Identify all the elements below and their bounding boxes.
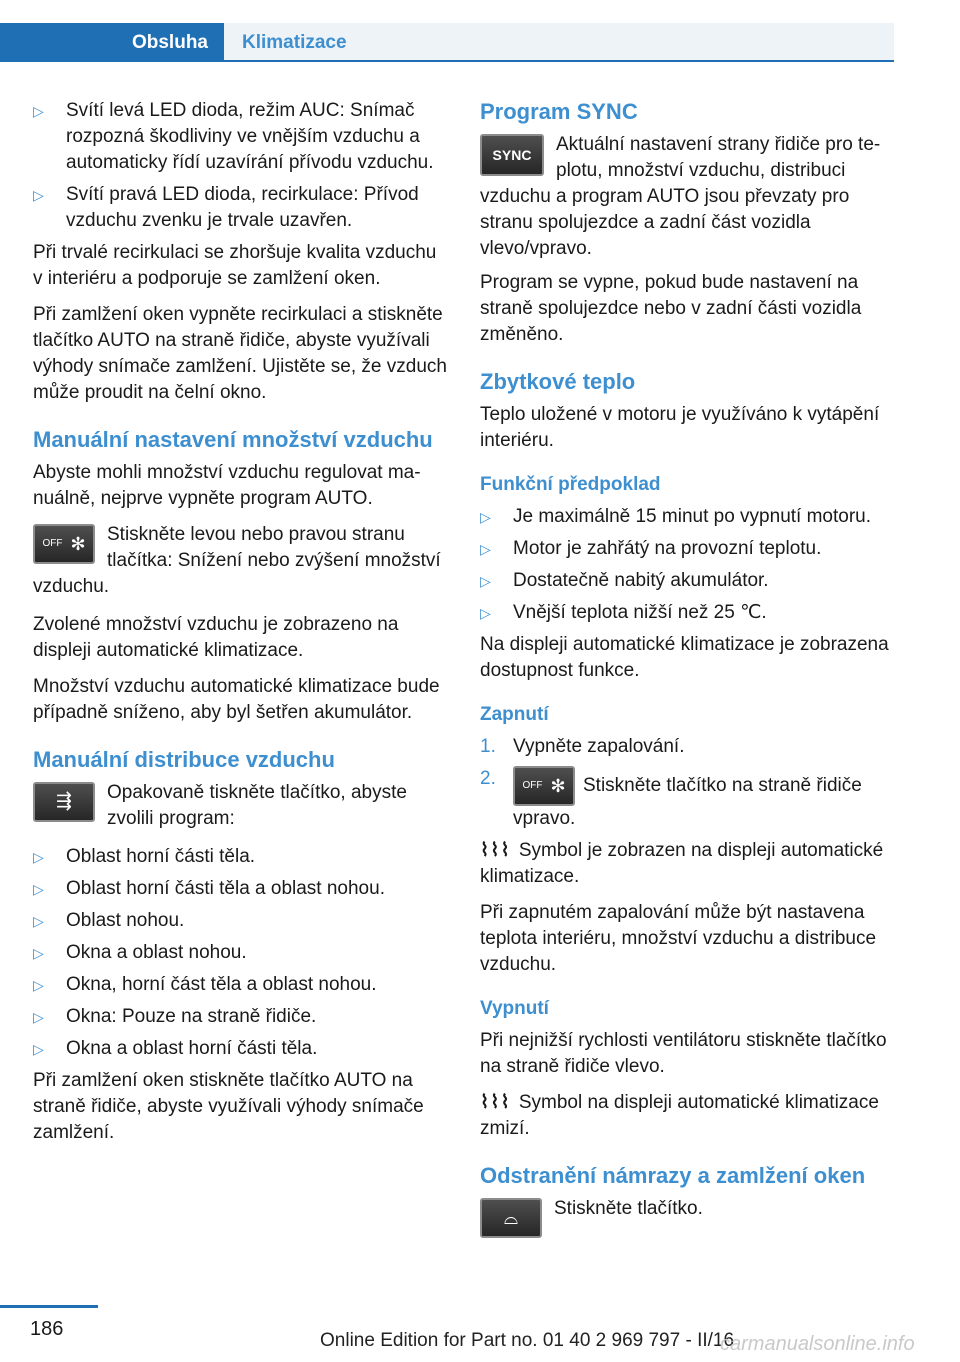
subsection-heading: Zapnutí: [480, 704, 549, 725]
triangle-right-icon: ▷: [33, 977, 44, 993]
triangle-right-icon: ▷: [480, 573, 491, 589]
triangle-right-icon: ▷: [33, 945, 44, 961]
triangle-right-icon: ▷: [33, 849, 44, 865]
list-item: ▷ Okna a oblast horní části těla.: [33, 1036, 448, 1062]
section-heading: Odstranění námrazy a zamlžení oken: [480, 1163, 866, 1188]
list-item: ▷ Svítí pravá LED dioda, recirkulace: Přívod vzduchu zvenku je trvale uzavřen.: [33, 184, 419, 231]
switch-on-steps: [480, 734, 895, 832]
paragraph: Množství vzduchu automatické klimatizace bude případně sníženo, aby byl šetřen akumulátor.: [33, 676, 440, 723]
section-tab-klimatizace[interactable]: Klimatizace: [224, 23, 894, 62]
edition-note: Online Edition for Part no. 01 40 2 969 797 - II/16: [320, 1330, 735, 1351]
paragraph: Při zamlžení oken stiskněte tlačítko AUTO na straně řidiče, abyste využívali výhody snímače zamlžení.: [33, 1070, 424, 1143]
paragraph: Při nejnižší rychlosti ventilátoru stiskněte tlačítko na straně řidiče vlevo.: [480, 1030, 887, 1077]
section-heading: Program SYNC: [480, 99, 638, 124]
heat-waves-icon: ⌇⌇⌇: [480, 1092, 511, 1113]
paragraph: Při zapnutém zapalování může být nastavena teplota interiéru, množství vzduchu a distribuce vzduchu.: [480, 902, 877, 975]
left-column: [33, 98, 448, 1156]
list-item: ▷ Okna, horní část těla a oblast nohou.: [33, 972, 448, 998]
triangle-right-icon: ▷: [33, 1041, 44, 1057]
triangle-right-icon: ▷: [33, 913, 44, 929]
section-tab-obsluha[interactable]: Obsluha: [0, 23, 224, 62]
triangle-right-icon: ▷: [33, 103, 44, 119]
paragraph: Zvolené množství vzduchu je zobrazeno na displeji automatické klimatizace.: [33, 614, 399, 661]
paragraph: Při zamlžení oken vypněte recirkulaci a stiskněte tlačítko AUTO na straně řidiče, abyste využívali výhody snímače zamlžení. Ujistěte se, že vzduch může proudit na čelní okno.: [33, 304, 447, 403]
paragraph: Na displeji automatické klimatizace je zobrazena dostupnost funkce.: [480, 634, 889, 681]
list-item: ▷ Oblast nohou.: [33, 908, 448, 934]
triangle-right-icon: ▷: [480, 509, 491, 525]
defrost-button-image: [480, 1198, 542, 1238]
step-item: 1. Vypněte zapalování.: [480, 736, 685, 757]
list-item: ▷ Dostatečně nabitý akumulátor.: [480, 568, 895, 594]
windshield-defrost-icon: ⌓: [503, 1208, 519, 1228]
list-item: ▷ Vnější teplota nižší než 25 ℃.: [480, 600, 895, 626]
section-heading: Manuální distribuce vzduchu: [33, 747, 335, 772]
section-heading: Zbytkové teplo: [480, 369, 636, 394]
subsection-heading: Vypnutí: [480, 998, 549, 1019]
paragraph: ⌇⌇⌇ Symbol je zobrazen na displeji automatické klimatizace.: [480, 840, 884, 887]
fan-speed-button-image: OFF ✻: [33, 524, 95, 564]
triangle-right-icon: ▷: [33, 881, 44, 897]
fan-button-image: OFF ✻: [513, 766, 575, 806]
distribution-program-list: [33, 844, 448, 1062]
fan-button-block: OFF ✻ Stiskněte levou nebo pravou stranu tlačítka: Snížení nebo zvýšení množství vzduchu.: [33, 524, 441, 597]
section-heading: Manuální nastavení množství vzduchu: [33, 427, 433, 452]
list-item: ▷ Motor je zahřátý na provozní teplotu.: [480, 536, 895, 562]
distribution-button-block: ⇶ Opakovaně tiskněte tlačítko, abyste zvolili program:: [33, 780, 448, 834]
list-item: ▷ Okna: Pouze na straně řidiče.: [33, 1004, 448, 1030]
paragraph: Při trvalé recirkulaci se zhoršuje kvalita vzduchu v interiéru a podporuje se zamlžení oken.: [33, 242, 437, 289]
paragraph: Program se vypne, pokud bude nastavení na straně spolujezdce nebo v zadní části vozidla změněno.: [480, 272, 862, 345]
triangle-right-icon: ▷: [33, 187, 44, 203]
page-header: [0, 0, 960, 64]
paragraph: ⌇⌇⌇ Symbol na displeji automatické klimatizace zmizí.: [480, 1092, 879, 1139]
fan-icon: ✻: [70, 534, 86, 554]
triangle-right-icon: ▷: [480, 605, 491, 621]
paragraph: Teplo uložené v motoru je využíváno k vytápění interiéru.: [480, 404, 880, 451]
list-item: ▷ Je maximálně 15 minut po vypnutí motoru.: [480, 504, 895, 530]
triangle-right-icon: ▷: [480, 541, 491, 557]
air-distribution-icon: ⇶: [56, 791, 72, 812]
heat-waves-icon: ⌇⌇⌇: [480, 840, 511, 861]
right-column: [480, 98, 895, 1260]
defrost-button-block: ⌓ Stiskněte tlačítko.: [480, 1196, 895, 1250]
footer-divider: [0, 1305, 98, 1308]
subsection-heading: Funkční předpoklad: [480, 474, 661, 495]
paragraph: Abyste mohli množství vzduchu regulovat manuálně, nejprve vypněte program AUTO.: [33, 462, 421, 509]
list-item: ▷ Svítí levá LED dioda, režim AUC: Snímač rozpozná škodliviny ve vnějším vzduchu a automaticky řídí uzavírání přívodu vzduchu.: [33, 100, 434, 173]
list-item: ▷ Oblast horní části těla a oblast nohou.: [33, 876, 448, 902]
header-divider: [0, 60, 894, 62]
watermark: carmanualsonline.info: [720, 1333, 915, 1355]
fan-icon: ✻: [550, 776, 566, 796]
sync-button-image: SYNC: [480, 134, 544, 176]
list-item: ▷ Okna a oblast nohou.: [33, 940, 448, 966]
list-item: ▷ Oblast horní části těla.: [33, 844, 448, 870]
page-number: 186: [30, 1318, 64, 1340]
precondition-list: [480, 504, 895, 626]
sync-block: SYNC Aktuální nastavení strany řidiče pro teplotu, množství vzduchu, distribuci vzduchu a program AUTO jsou převzaty pro stranu spolujezdce a zadní část vozidla vlevo/vpravo.: [480, 134, 881, 259]
led-mode-list: [33, 98, 448, 234]
step-item: 2. OFF ✻ Stiskněte tlačítko na straně řidiče vpravo.: [480, 768, 862, 829]
triangle-right-icon: ▷: [33, 1009, 44, 1025]
air-distribution-button-image: [33, 782, 95, 822]
